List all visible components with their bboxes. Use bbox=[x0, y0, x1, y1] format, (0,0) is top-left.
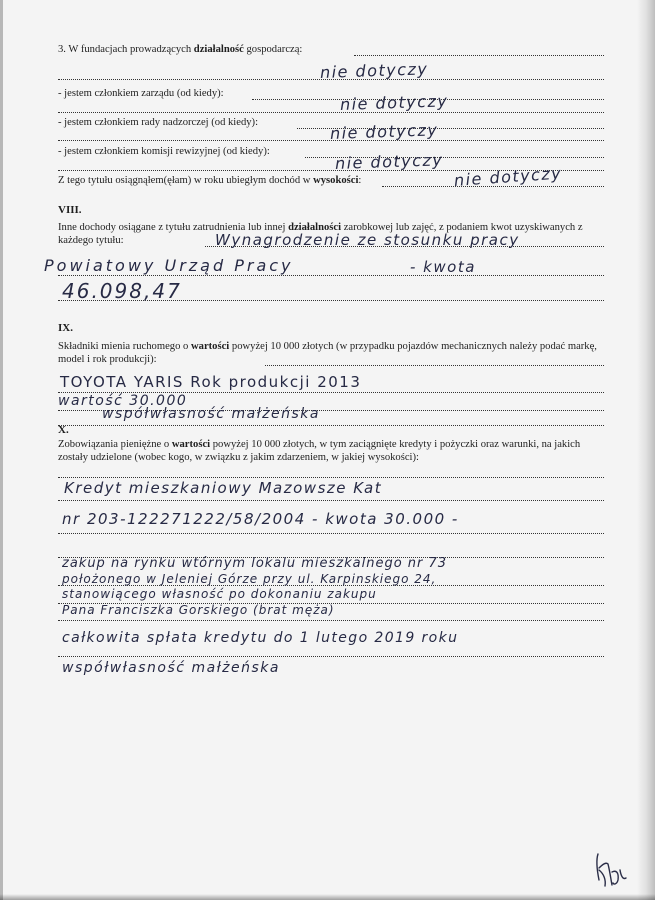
section8-question: Inne dochody osiągane z tytułu zatrudnienia lub innej działalności zarobkowej lub zajęć, z podaniem kwot uzyskiwanych z każdego tytułu: bbox=[58, 222, 583, 246]
section10-answer-2: nr 203-122271222/58/2004 - kwota 30.000 - bbox=[62, 510, 459, 528]
dotted-line bbox=[354, 55, 604, 56]
section10-answer-8: współwłasność małżeńska bbox=[62, 660, 280, 676]
section9-answer-1: TOYOTA YARIS Rok produkcji 2013 bbox=[60, 373, 362, 391]
dotted-line bbox=[58, 500, 604, 501]
section10-answer-3: zakup na rynku wtórnym lokalu mieszkalnego nr 73 bbox=[62, 556, 448, 571]
scan-edge-bottom bbox=[0, 894, 655, 900]
section10-answer-1: Kredyt mieszkaniowy Mazowsze Kat bbox=[64, 479, 383, 497]
section3-answer: nie dotyczy bbox=[319, 59, 429, 82]
board-answer: nie dotyczy bbox=[339, 91, 449, 114]
section10-heading: X. bbox=[58, 424, 69, 436]
dotted-line bbox=[265, 365, 604, 366]
dotted-line bbox=[58, 656, 604, 657]
board-label: - jestem członkiem zarządu (od kiedy): bbox=[58, 88, 224, 99]
scan-edge-right bbox=[637, 0, 655, 900]
section8-answer-2b: - kwota bbox=[410, 258, 476, 276]
audit-answer: nie dotyczy bbox=[334, 150, 444, 173]
section9-question: Składniki mienia ruchomego o wartości powyżej 10 000 złotych (w przypadku pojazdów mechanicznych należy podać markę, model i rok produkcji): bbox=[58, 341, 597, 365]
supervisory-answer: nie dotyczy bbox=[329, 120, 439, 143]
section8-answer-1: Wynagrodzenie ze stosunku pracy bbox=[215, 231, 520, 249]
dotted-line bbox=[58, 112, 604, 113]
dotted-line bbox=[58, 425, 604, 426]
section10-answer-5: stanowiącego własność po dokonaniu zakupu bbox=[62, 587, 377, 601]
section9-heading: IX. bbox=[58, 322, 73, 334]
audit-label: - jestem członkiem komisji rewizyjnej (od kiedy): bbox=[58, 146, 270, 157]
section8-answer-2a: Powiatowy Urząd Pracy bbox=[44, 256, 294, 275]
section8-heading: VIII. bbox=[58, 204, 82, 216]
dotted-line bbox=[58, 533, 604, 534]
dotted-line bbox=[58, 477, 604, 478]
income-answer: nie dotyczy bbox=[453, 163, 563, 190]
section8-answer-3: 46.098,47 bbox=[62, 279, 182, 303]
section10-answer-7: całkowita spłata kredytu do 1 lutego 2019 roku bbox=[62, 630, 459, 646]
section10-answer-6: Pana Franciszka Gorskiego (brat męża) bbox=[62, 603, 335, 617]
section9-answer-3: współwłasność małżeńska bbox=[102, 406, 320, 422]
income-label: Z tego tytułu osiągnąłem(ęłam) w roku ubiegłym dochód w wysokości: bbox=[58, 175, 362, 186]
initials-signature bbox=[594, 850, 628, 888]
section3-question: 3. W fundacjach prowadzących działalność gospodarczą: bbox=[58, 44, 303, 55]
section9-answer-2: wartość 30.000 bbox=[58, 393, 188, 409]
scan-edge-left bbox=[0, 0, 3, 900]
dotted-line bbox=[58, 620, 604, 621]
section10-question: Zobowiązania pieniężne o wartości powyżej 10 000 złotych, w tym zaciągnięte kredyty i pożyczki oraz warunki, na jakich zostały udzielone (wobec kogo, w związku z jakim zdarzeniem, w jakiej wysokości): bbox=[58, 439, 581, 463]
section10-answer-4: położonego w Jeleniej Górze przy ul. Karpinskiego 24, bbox=[62, 572, 437, 586]
supervisory-label: - jestem członkiem rady nadzorczej (od kiedy): bbox=[58, 117, 259, 128]
dotted-line bbox=[58, 275, 604, 276]
